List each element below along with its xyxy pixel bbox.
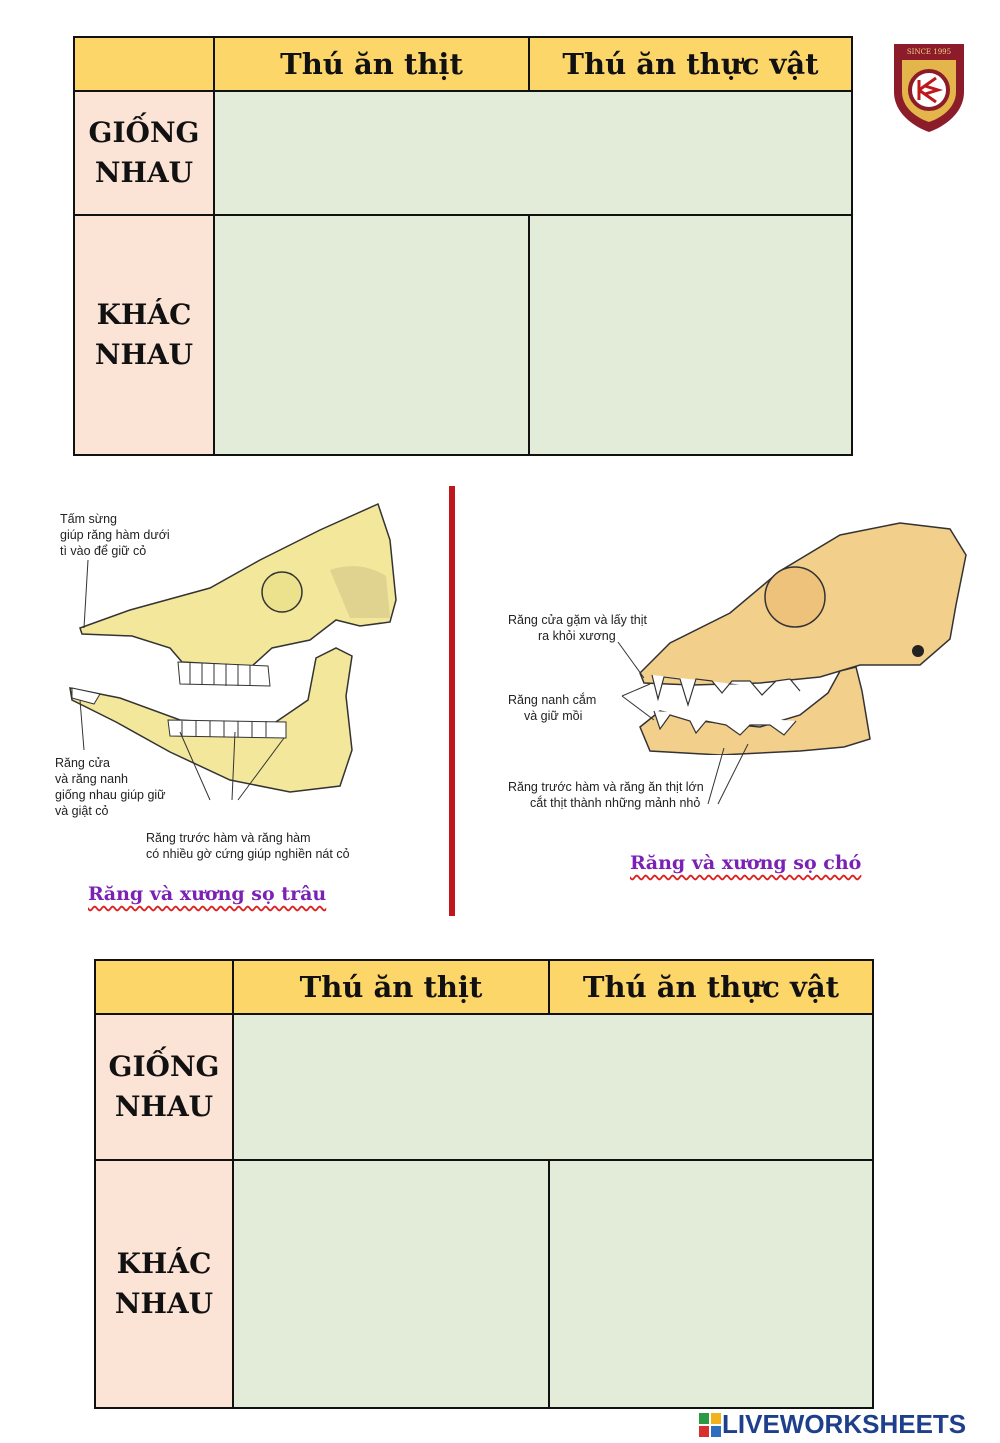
row-label-line: KHÁC [116, 1247, 212, 1280]
brand-text: LIVEWORKSHEETS [722, 1409, 967, 1439]
row-label-line: GIỐNG [88, 116, 200, 149]
label-horn-pad [60, 511, 170, 559]
label-line: giống nhau giúp giữ [55, 788, 166, 802]
label-line: cắt thịt thành những mảnh nhỏ [530, 796, 701, 810]
caption-buffalo: Răng và xương sọ trâu [88, 883, 327, 905]
row-label-line: KHÁC [96, 298, 192, 331]
row-label-line: NHAU [94, 156, 194, 189]
label-line: Răng trước hàm và răng ăn thịt lớn [508, 780, 704, 794]
label-line: và giữ mồi [524, 709, 583, 723]
row-label-similarities [95, 1014, 233, 1160]
row-label-differences [74, 215, 214, 455]
label-line: giúp răng hàm dưới [60, 528, 170, 542]
label-line: tì vào để giữ cỏ [60, 544, 147, 558]
row-label-line: NHAU [114, 1287, 214, 1320]
caption-dog: Răng và xương sọ chó [630, 852, 862, 874]
liveworksheets-brand[interactable] [698, 1409, 966, 1440]
label-dog-canines [508, 692, 596, 724]
liveworksheets-logo-icon [698, 1412, 722, 1438]
carnivore-differences-cell[interactable] [233, 1160, 549, 1408]
row-label-line: GIỐNG [108, 1050, 220, 1083]
header-herbivore: Thú ăn thực vật [549, 960, 873, 1014]
label-line: và răng nanh [55, 772, 128, 786]
row-label-line: NHAU [114, 1090, 214, 1123]
carnivore-differences-cell[interactable] [214, 215, 529, 455]
header-carnivore: Thú ăn thịt [214, 37, 529, 91]
comparison-table-bottom [94, 959, 874, 1409]
row-label-line: NHAU [94, 338, 194, 371]
label-buffalo-molars [146, 830, 350, 862]
red-divider-line [449, 486, 455, 916]
comparison-table-top [73, 36, 853, 456]
row-label-similarities [74, 91, 214, 215]
dog-leader-lines [600, 620, 760, 810]
table-corner-cell [74, 37, 214, 91]
row-label-differences [95, 1160, 233, 1408]
label-line: có nhiều gờ cứng giúp nghiền nát cỏ [146, 847, 350, 861]
label-line: Răng cửa [55, 756, 110, 770]
school-shield-icon [892, 40, 966, 134]
label-buffalo-front-teeth [55, 755, 166, 819]
table-corner-cell [95, 960, 233, 1014]
similarities-answer-cell[interactable] [214, 91, 852, 215]
herbivore-differences-cell[interactable] [529, 215, 852, 455]
label-line: Răng trước hàm và răng hàm [146, 831, 311, 845]
school-logo [892, 40, 966, 134]
similarities-answer-cell[interactable] [233, 1014, 873, 1160]
logo-since-text: SINCE 1995 [906, 48, 952, 56]
herbivore-differences-cell[interactable] [549, 1160, 873, 1408]
label-line: ra khỏi xương [538, 629, 616, 643]
label-line: Răng nanh cắm [508, 693, 597, 707]
header-herbivore: Thú ăn thực vật [529, 37, 852, 91]
label-line: Răng cửa gặm và lấy thịt [508, 613, 647, 627]
header-carnivore: Thú ăn thịt [233, 960, 549, 1014]
label-line: Tấm sừng [60, 512, 117, 526]
label-line: và giật cỏ [55, 804, 109, 818]
